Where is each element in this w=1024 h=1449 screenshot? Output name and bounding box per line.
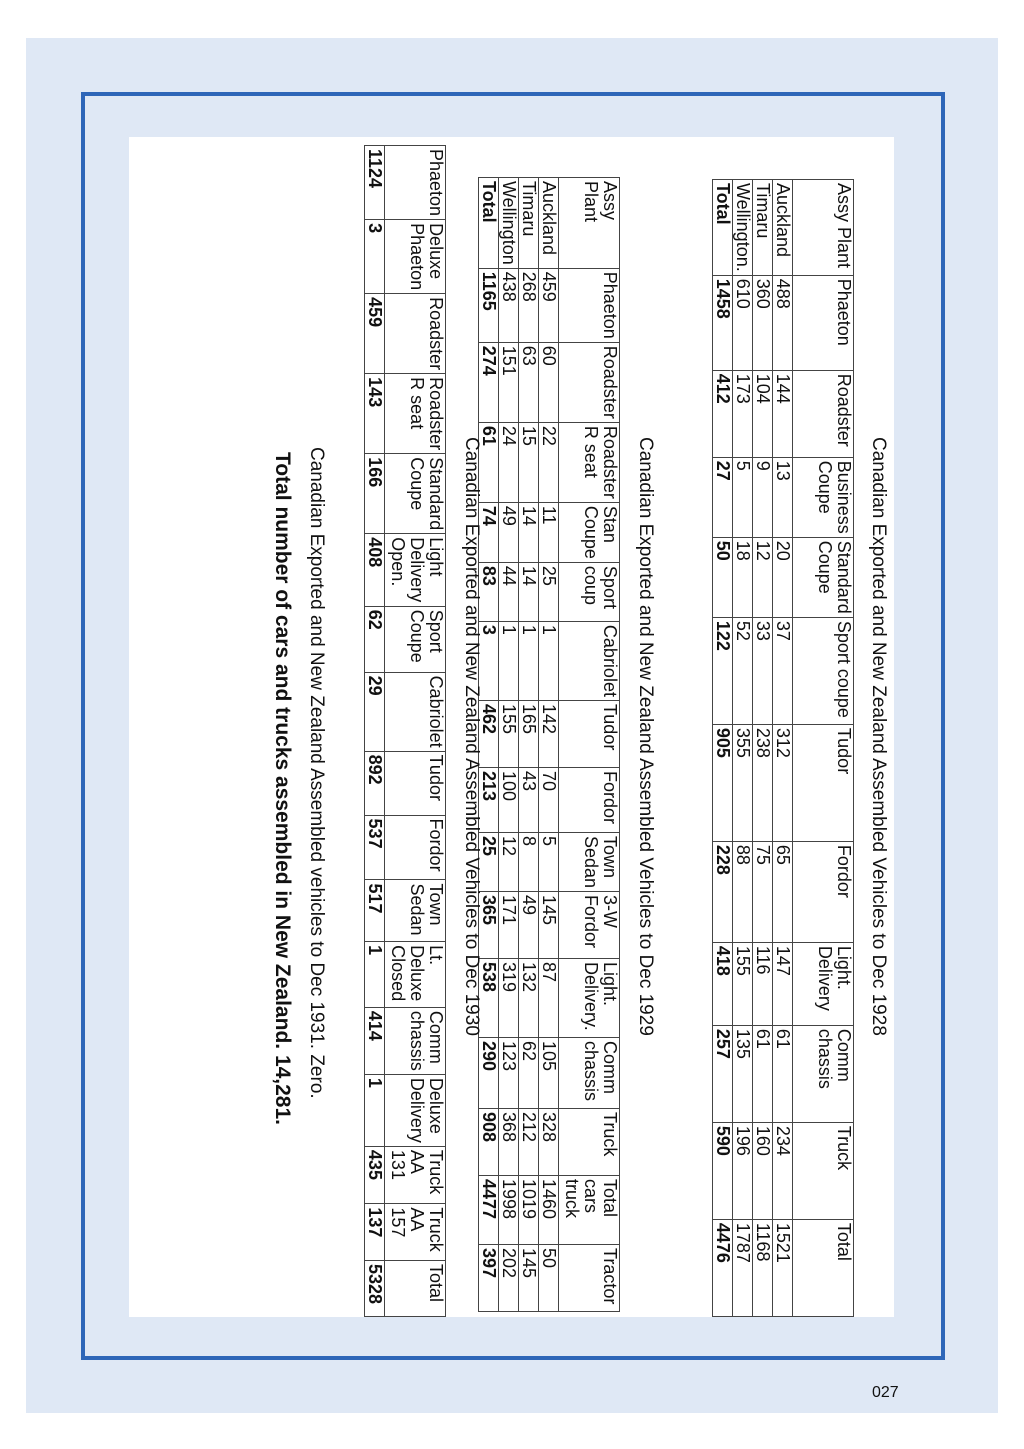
total-cell: 5328: [365, 1260, 385, 1316]
column-header: Sport coupe: [793, 617, 854, 724]
table-cell: 165: [519, 700, 539, 767]
column-header: Sport coup: [559, 562, 620, 621]
table-cell: 1460: [539, 1176, 559, 1245]
table-cell: 22: [539, 422, 559, 502]
total-cell: 166: [365, 454, 385, 534]
header-row: [385, 146, 446, 1317]
total-cell: 122: [713, 617, 733, 724]
table-cell: 1019: [519, 1176, 539, 1245]
total-cell: 462: [479, 700, 499, 767]
table-1930: [364, 145, 446, 1317]
table-cell: 147: [773, 942, 793, 1025]
column-header: Comm chassis: [385, 1007, 446, 1074]
column-header: Tudor: [559, 700, 620, 767]
column-header: Tractor: [559, 1245, 620, 1312]
table-cell: 160: [753, 1122, 773, 1219]
table-cell: 312: [773, 724, 793, 841]
total-cell: 905: [713, 724, 733, 841]
column-header: Roadster R seat: [385, 374, 446, 454]
table-cell: 63: [519, 342, 539, 422]
table-cell: 238: [753, 724, 773, 841]
column-header: Roadster R seat: [559, 422, 620, 502]
header-row: [793, 180, 854, 1317]
total-cell: 61: [479, 422, 499, 502]
table-cell: Auckland: [773, 180, 793, 276]
total-cell: 537: [365, 815, 385, 880]
column-header: Truck: [559, 1109, 620, 1176]
table-row: [773, 180, 793, 1317]
note-1931: Canadian Exported and New Zealand Assembled vehicles to Dec 1931. Zero.: [306, 447, 327, 1099]
table-cell: 14: [519, 502, 539, 562]
column-header: Truck AA 157: [385, 1204, 446, 1261]
table-cell: 50: [539, 1245, 559, 1312]
column-header: Phaeton: [385, 146, 446, 220]
table-cell: Wellington: [499, 178, 519, 269]
scanned-document: [129, 137, 894, 1317]
table-cell: 12: [499, 832, 519, 891]
table-cell: 1168: [753, 1219, 773, 1316]
table-cell: 8: [519, 832, 539, 891]
table-cell: 1: [499, 621, 519, 700]
total-cell: 590: [713, 1122, 733, 1219]
table-1928: [712, 179, 854, 1317]
table-cell: 459: [539, 268, 559, 342]
table-cell: 37: [773, 617, 793, 724]
total-cell: 418: [713, 942, 733, 1025]
table-cell: 75: [753, 841, 773, 942]
table-cell: 368: [499, 1109, 519, 1176]
table-cell: 13: [773, 457, 793, 537]
table-cell: 132: [519, 959, 539, 1038]
table-row: [539, 178, 559, 1312]
column-header: Phaeton: [793, 275, 854, 370]
table-cell: 202: [499, 1245, 519, 1312]
column-header: Stan Coupe: [559, 502, 620, 562]
table-cell: 355: [733, 724, 753, 841]
table-cell: 43: [519, 767, 539, 832]
table-cell: 33: [753, 617, 773, 724]
table-cell: 88: [733, 841, 753, 942]
total-cell: 25: [479, 832, 499, 891]
column-header: Standard Coupe: [385, 454, 446, 534]
table-cell: 5: [539, 832, 559, 891]
table-cell: 87: [539, 959, 559, 1038]
column-header: Total: [385, 1260, 446, 1316]
column-header: Roadster: [385, 294, 446, 374]
total-cell: 1165: [479, 268, 499, 342]
total-cell: 213: [479, 767, 499, 832]
total-cell: 27: [713, 457, 733, 537]
table-cell: 9: [753, 457, 773, 537]
column-header: Comm chassis: [559, 1038, 620, 1109]
total-cell: 397: [479, 1245, 499, 1312]
total-row: [713, 180, 733, 1317]
total-cell: 290: [479, 1038, 499, 1109]
column-header: Roadster: [559, 342, 620, 422]
table-cell: 438: [499, 268, 519, 342]
total-cell: 257: [713, 1025, 733, 1122]
column-header: Cabriolet: [385, 672, 446, 751]
total-cell: 538: [479, 959, 499, 1038]
table-1930-title: Canadian Exported and New Zealand Assembled Vehicles to Dec 1930: [461, 437, 482, 1036]
table-cell: 234: [773, 1122, 793, 1219]
table-cell: 11: [539, 502, 559, 562]
table-cell: 25: [539, 562, 559, 621]
table-cell: 49: [499, 502, 519, 562]
table-cell: 61: [773, 1025, 793, 1122]
total-cell: 3: [479, 621, 499, 700]
table-cell: 155: [499, 700, 519, 767]
table-cell: 155: [733, 942, 753, 1025]
column-header: Light. Delivery.: [559, 959, 620, 1038]
table-cell: 171: [499, 892, 519, 959]
table-cell: 20: [773, 537, 793, 617]
table-cell: 1787: [733, 1219, 753, 1316]
table-cell: 62: [519, 1038, 539, 1109]
table-cell: 100: [499, 767, 519, 832]
table-cell: 14: [519, 562, 539, 621]
table-cell: 196: [733, 1122, 753, 1219]
column-header: Tudor: [385, 751, 446, 815]
total-cell: 137: [365, 1204, 385, 1261]
column-header: Assy Plant: [793, 180, 854, 276]
table-cell: 173: [733, 370, 753, 457]
table-cell: 65: [773, 841, 793, 942]
table-cell: 104: [753, 370, 773, 457]
total-cell: 143: [365, 374, 385, 454]
total-cell: 408: [365, 534, 385, 606]
total-cell: 228: [713, 841, 733, 942]
total-cell: Total: [479, 178, 499, 269]
table-cell: 142: [539, 700, 559, 767]
table-cell: 70: [539, 767, 559, 832]
column-header: Fordor: [559, 767, 620, 832]
table-row: [753, 180, 773, 1317]
total-cell: 1124: [365, 146, 385, 220]
total-cell: 412: [713, 370, 733, 457]
column-header: Tudor: [793, 724, 854, 841]
table-cell: 52: [733, 617, 753, 724]
table-1928-title: Canadian Exported and New Zealand Assembled Vehicles to Dec 1928: [868, 437, 889, 1036]
table-cell: Wellington.: [733, 180, 753, 276]
table-cell: 610: [733, 275, 753, 370]
column-header: Standard Coupe: [793, 537, 854, 617]
table-cell: 268: [519, 268, 539, 342]
table-cell: 328: [539, 1109, 559, 1176]
total-cell: 1458: [713, 275, 733, 370]
total-cell: 274: [479, 342, 499, 422]
table-1929-title: Canadian Exported and New Zealand Assembled Vehicles to Dec 1929: [635, 437, 656, 1036]
table-cell: 15: [519, 422, 539, 502]
total-cell: 74: [479, 502, 499, 562]
table-cell: 319: [499, 959, 519, 1038]
column-header: Cabriolet: [559, 621, 620, 700]
column-header: Fordor: [385, 815, 446, 880]
table-cell: 144: [773, 370, 793, 457]
total-cell: 29: [365, 672, 385, 751]
column-header: Roadster: [793, 370, 854, 457]
column-header: Truck: [793, 1122, 854, 1219]
total-cell: 892: [365, 751, 385, 815]
total-cell: 517: [365, 880, 385, 942]
total-cell: 365: [479, 892, 499, 959]
column-header: Truck AA 131: [385, 1146, 446, 1203]
total-cell: 62: [365, 606, 385, 672]
column-header: Total: [793, 1219, 854, 1316]
total-cell: 1: [365, 942, 385, 1008]
table-cell: 151: [499, 342, 519, 422]
column-header: Comm chassis: [793, 1025, 854, 1122]
total-cell: 435: [365, 1146, 385, 1203]
total-cell: 4476: [713, 1219, 733, 1316]
total-cell: Total: [713, 180, 733, 276]
column-header: 3-W Fordor: [559, 892, 620, 959]
table-cell: 24: [499, 422, 519, 502]
total-cell: 83: [479, 562, 499, 621]
table-cell: 1521: [773, 1219, 793, 1316]
total-cell: 3: [365, 220, 385, 294]
column-header: Sport Coupe: [385, 606, 446, 672]
table-cell: 105: [539, 1038, 559, 1109]
table-cell: 212: [519, 1109, 539, 1176]
total-cell: 4477: [479, 1176, 499, 1245]
table-cell: 60: [539, 342, 559, 422]
table-cell: 145: [519, 1245, 539, 1312]
column-header: Light Delivery Open.: [385, 534, 446, 606]
note-total: Total number of cars and trucks assembled in New Zealand. 14,281.: [271, 452, 294, 1126]
table-row: [733, 180, 753, 1317]
table-cell: 360: [753, 275, 773, 370]
table-cell: 49: [519, 892, 539, 959]
table-cell: 145: [539, 892, 559, 959]
table-cell: 44: [499, 562, 519, 621]
column-header: Light. Delivery: [793, 942, 854, 1025]
header-row: [559, 178, 620, 1312]
column-header: Town Sedan: [559, 832, 620, 891]
total-cell: 414: [365, 1007, 385, 1074]
table-cell: 12: [753, 537, 773, 617]
table-cell: 18: [733, 537, 753, 617]
table-cell: 1: [539, 621, 559, 700]
table-cell: 123: [499, 1038, 519, 1109]
column-header: Town Sedan: [385, 880, 446, 942]
table-cell: 1: [519, 621, 539, 700]
table-row: [519, 178, 539, 1312]
total-cell: 908: [479, 1109, 499, 1176]
total-cell: 50: [713, 537, 733, 617]
column-header: Deluxe Phaeton: [385, 220, 446, 294]
column-header: Deluxe Delivery: [385, 1074, 446, 1146]
table-cell: 488: [773, 275, 793, 370]
page-number: 027: [872, 1384, 899, 1401]
total-row: [365, 146, 385, 1317]
column-header: Lt. Deluxe Closed: [385, 942, 446, 1008]
total-cell: 1: [365, 1074, 385, 1146]
total-cell: 459: [365, 294, 385, 374]
table-cell: 135: [733, 1025, 753, 1122]
rotated-content: [129, 137, 894, 1317]
column-header: Assy Plant: [559, 178, 620, 269]
column-header: Fordor: [793, 841, 854, 942]
table-row: [499, 178, 519, 1312]
table-cell: Timaru: [519, 178, 539, 269]
table-1929: [478, 177, 620, 1312]
column-header: Phaeton: [559, 268, 620, 342]
table-cell: Auckland: [539, 178, 559, 269]
column-header: Total cars truck: [559, 1176, 620, 1245]
column-header: Business Coupe: [793, 457, 854, 537]
table-cell: 61: [753, 1025, 773, 1122]
table-cell: Timaru: [753, 180, 773, 276]
table-cell: 1998: [499, 1176, 519, 1245]
table-cell: 116: [753, 942, 773, 1025]
table-cell: 5: [733, 457, 753, 537]
